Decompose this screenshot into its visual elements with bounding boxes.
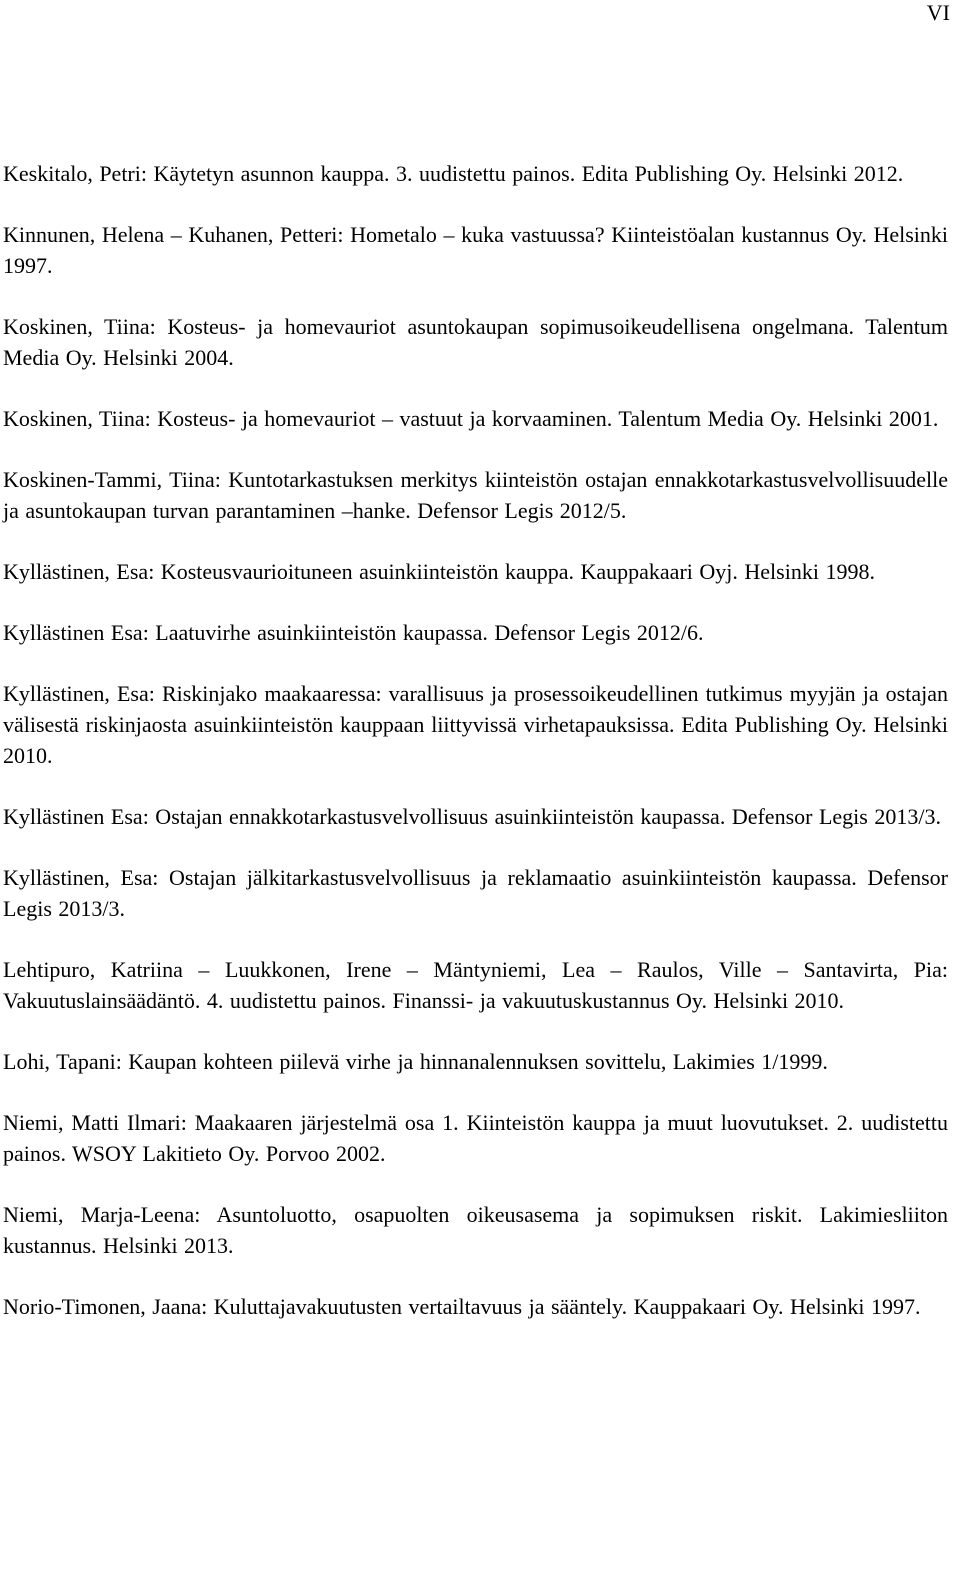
reference-entry: Niemi, Marja-Leena: Asuntoluotto, osapuolten oikeusasema ja sopimuksen riskit. Lakimiesliiton kustannus. Helsinki 2013.: [3, 1202, 948, 1258]
reference-entry: Kyllästinen Esa: Ostajan ennakkotarkastusvelvollisuus asuinkiinteistön kaupassa. Defensor Legis 2013/3.: [3, 804, 941, 829]
reference-entry: Kyllästinen, Esa: Riskinjako maakaaressa: varallisuus ja prosessoikeudellinen tutkimus myyjän ja ostajan välisestä riskinjaosta asuinkiinteistön kauppaan liittyvissä virhetapauksissa. Edita Publishing Oy. Helsinki 2010.: [3, 681, 948, 768]
reference-list: [3, 158, 948, 1352]
reference-entry: Norio-Timonen, Jaana: Kuluttajavakuutusten vertailtavuus ja sääntely. Kauppakaari Oy. Helsinki 1997.: [3, 1294, 921, 1319]
reference-entry: Lohi, Tapani: Kaupan kohteen piilevä virhe ja hinnanalennuksen sovittelu, Lakimies 1/1999.: [3, 1049, 828, 1074]
reference-entry: Kyllästinen, Esa: Kosteusvaurioituneen asuinkiinteistön kauppa. Kauppakaari Oyj. Helsinki 1998.: [3, 559, 875, 584]
reference-entry: Koskinen, Tiina: Kosteus- ja homevauriot – vastuut ja korvaaminen. Talentum Media Oy. Helsinki 2001.: [3, 406, 939, 431]
reference-entry: Niemi, Matti Ilmari: Maakaaren järjestelmä osa 1. Kiinteistön kauppa ja muut luovutukset. 2. uudistettu painos. WSOY Lakitieto Oy. Porvoo 2002.: [3, 1110, 948, 1166]
reference-entry: Keskitalo, Petri: Käytetyn asunnon kauppa. 3. uudistettu painos. Edita Publishing Oy. Helsinki 2012.: [3, 161, 904, 186]
reference-entry: Lehtipuro, Katriina – Luukkonen, Irene – Mäntyniemi, Lea – Raulos, Ville – Santavirta, Pia: Vakuutuslainsäädäntö. 4. uudistettu painos. Finanssi- ja vakuutuskustannus Oy. Helsinki 2010.: [3, 957, 948, 1013]
page-number: VI: [926, 0, 950, 25]
reference-entry: Koskinen-Tammi, Tiina: Kuntotarkastuksen merkitys kiinteistön ostajan ennakkotarkastusvelvollisuudelle ja asuntokaupan turvan parantaminen –hanke. Defensor Legis 2012/5.: [3, 467, 948, 523]
reference-entry: Kinnunen, Helena – Kuhanen, Petteri: Hometalo – kuka vastuussa? Kiinteistöalan kustannus Oy. Helsinki 1997.: [3, 222, 948, 278]
reference-entry: Koskinen, Tiina: Kosteus- ja homevauriot asuntokaupan sopimusoikeudellisena ongelmana. Talentum Media Oy. Helsinki 2004.: [3, 314, 948, 370]
reference-entry: Kyllästinen, Esa: Ostajan jälkitarkastusvelvollisuus ja reklamaatio asuinkiinteistön kaupassa. Defensor Legis 2013/3.: [3, 865, 948, 921]
reference-entry: Kyllästinen Esa: Laatuvirhe asuinkiinteistön kaupassa. Defensor Legis 2012/6.: [3, 620, 704, 645]
